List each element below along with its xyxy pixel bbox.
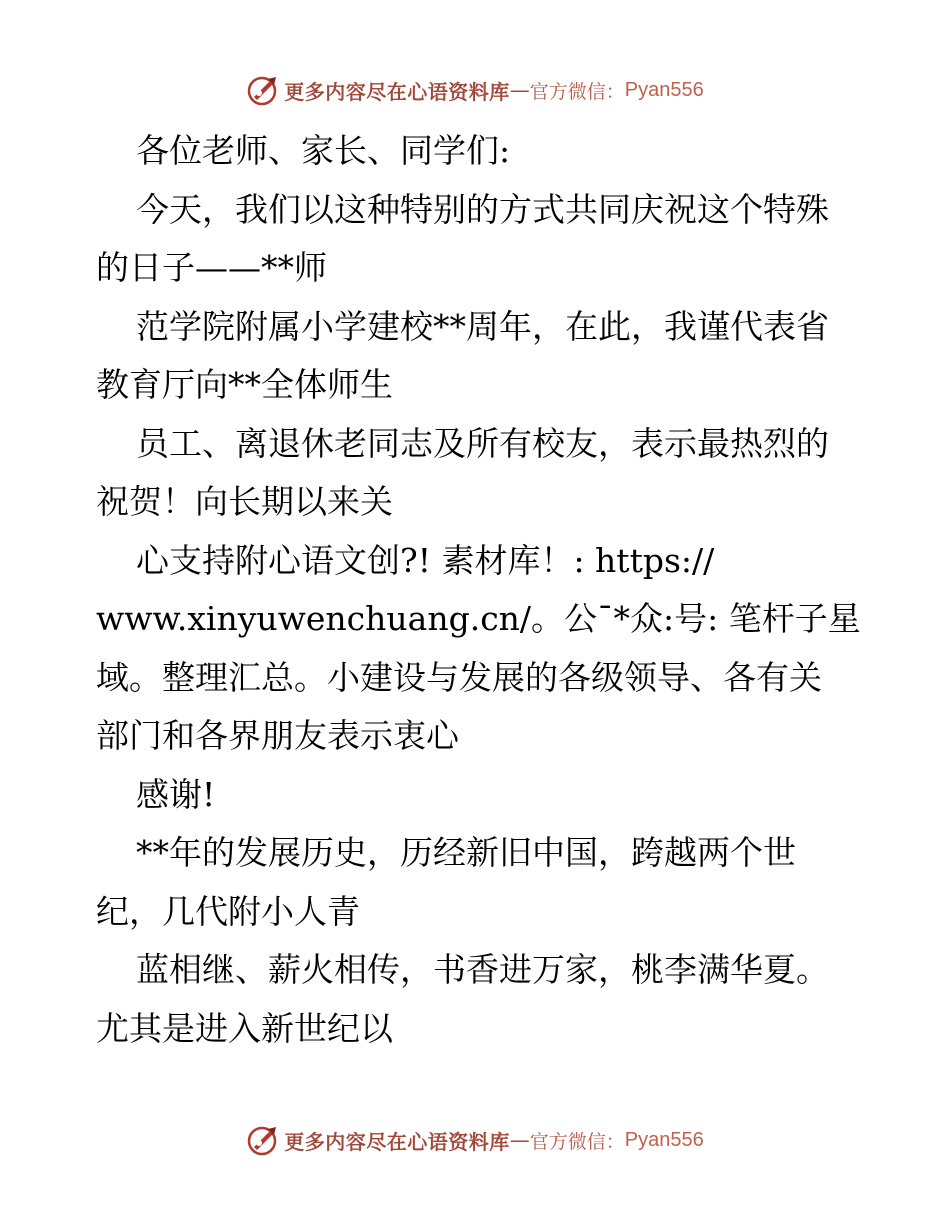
body-line: 尤其是进入新世纪以 bbox=[96, 1008, 393, 1048]
body-line: 员工、离退休老同志及所有校友，表示最热烈的 bbox=[136, 423, 829, 463]
body-line: 蓝相继、薪火相传，书香进万家，桃李满华夏。 bbox=[136, 950, 829, 989]
banner-wechat-label: 官方微信： bbox=[529, 1130, 625, 1153]
body-line: 感谢! bbox=[136, 774, 216, 814]
banner-wechat-label: 官方微信： bbox=[529, 80, 625, 103]
brand-logo-icon bbox=[246, 73, 280, 107]
header-banner bbox=[0, 70, 950, 110]
body-line: www.xinyuwenchuang.cn/。公¯*众:号: 笔杆子星 bbox=[96, 599, 861, 638]
body-line: 教育厅向**全体师生 bbox=[96, 365, 393, 404]
body-line: 各位老师、家长、同学们: bbox=[136, 131, 511, 170]
footer-banner bbox=[0, 1120, 950, 1160]
body-line: 祝贺！向长期以来关 bbox=[96, 482, 393, 521]
body-line: 心支持附心语文创?! 素材库！: https:// bbox=[136, 540, 715, 580]
banner-text: 更多内容尽在心语资料库 bbox=[284, 1129, 510, 1154]
document-body bbox=[96, 122, 866, 1058]
banner-text: 更多内容尽在心语资料库 bbox=[284, 79, 510, 104]
banner-wechat-id: Pyan556 bbox=[624, 78, 704, 101]
brand-logo-icon bbox=[246, 1123, 280, 1157]
banner-separator: — bbox=[509, 1128, 530, 1152]
body-line: 今天，我们以这种特别的方式共同庆祝这个特殊 bbox=[136, 189, 829, 229]
body-line: 纪，几代附小人青 bbox=[96, 891, 360, 931]
body-line: 范学院附属小学建校**周年，在此，我谨代表省 bbox=[136, 306, 829, 346]
body-line: **年的发展历史，历经新旧中国，跨越两个世 bbox=[136, 833, 796, 872]
body-line: 的日子——**师 bbox=[96, 248, 327, 287]
banner-wechat-id: Pyan556 bbox=[624, 1128, 704, 1151]
body-line: 部门和各界朋友表示衷心 bbox=[96, 716, 459, 755]
body-line: 域。整理汇总。小建设与发展的各级领导、各有关 bbox=[96, 657, 822, 697]
banner-separator: — bbox=[509, 78, 530, 102]
